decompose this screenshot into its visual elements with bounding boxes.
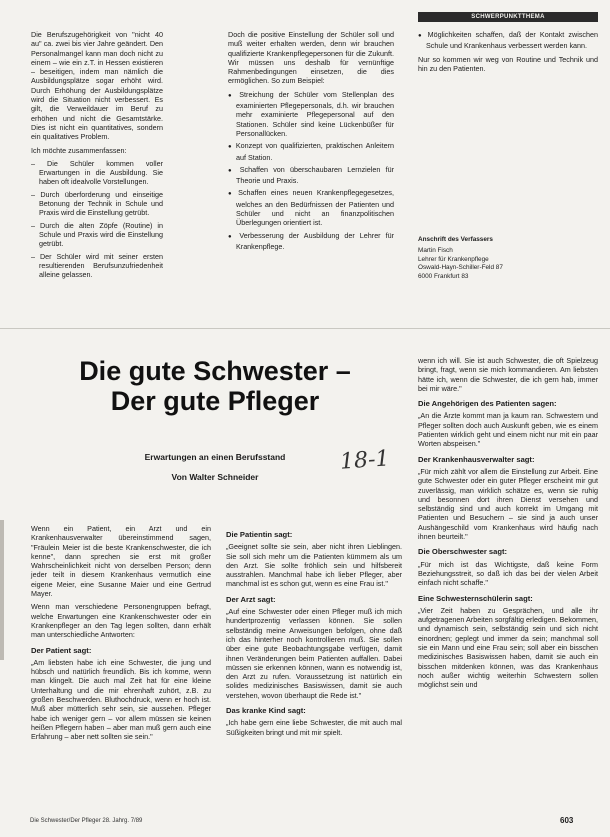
handwritten-note: 18-1 — [339, 446, 391, 475]
quote: „Auf eine Schwester oder einen Pfleger muß ich mich hundertprozentig verlassen können. Sie sollen selbständig meine Anweisungen befolgen, ohne daß ich das hinterher noch kontrollieren muß. Sie sollen über eine gute Beobachtungsgabe verfügen, damit ihnen Veränderungen beim Patienten auffallen. Dabei müssen sie erkennen können, wann es notwendig ist, den Arzt zu rufen. Voraussetzung ist natürlich ein solides medizinisches Basiswissen, damit sie auch verstehen, wovon überhaupt die Rede ist." — [226, 607, 402, 700]
section-tag: SCHWERPUNKTTHEMA — [418, 12, 598, 22]
subheading: Der Arzt sagt: — [226, 594, 276, 604]
subheading: Die Oberschwester sagt: — [418, 547, 508, 557]
quote: „Ich habe gern eine liebe Schwester, die mit auch mal Süßigkeiten bringt und mit mir spielt. — [226, 718, 402, 737]
list-item: – Durch überforderung und einseitige Betonung der Technik in Schule und Praxis wird die Einstellung getrübt. — [31, 190, 163, 218]
list-item: ● Streichung der Schüler vom Stellenplan des examinierten Pflegepersonals, d.h. wir brauchen mehr examinierte Pflegepersonal auf den Stationen. Schüler sind keine Lückenbüßer für Personallücken. — [228, 90, 394, 138]
article-subtitle: Erwartungen an einen Berufsstand — [144, 452, 286, 462]
author-line: Lehrer für Krankenpflege — [418, 255, 489, 263]
binding-edge — [0, 520, 4, 660]
subheading: Die Angehörigen des Patienten sagen: — [418, 399, 557, 409]
page-number: 603 — [560, 816, 574, 825]
quote: „Für mich ist das Wichtigste, daß keine Form Beziehungsstreit, so daß ich das bei der vielen Arbeit einfach nicht schaffe." — [418, 559, 598, 588]
list-item: ● Schaffen von überschaubaren Lernzielen für Theorie und Praxis. — [228, 165, 394, 186]
quote: „Für mich zählt vor allem die Einstellung zur Arbeit. Eine gute Schwester oder ein guter Pfleger erscheint mir gut zuverlässig, man wirklich schätze es, wenn sie ruhig und besonnen dort ihren Dienst versehen und selbständig sind und auch korrekt im Umgang mit Patienten und Besuchern – sie sind ja auch unser Aushängeschild vom Krankenhaus wird häufig nach ihnen beurteilt." — [418, 466, 598, 542]
article-paragraph: Wenn ein Patient, ein Arzt und ein Krankenhausverwalter übereinstimmend sagen, "Fräulein Meier ist die beste Krankenschwester, die ich kenne", dann sprechen sie erst mit großer Wahrscheinlichkeit nicht von derselben Person; denn jeder teilt in diesem Krankenhaus vermutlich eine eigene Meier, eine Susanne Maier und eine Gertrud Mayer. — [31, 524, 211, 599]
list-item: ● Konzept von qualifizierten, praktischen Anleitern auf Station. — [228, 141, 394, 162]
author-line: Martin Fisch — [418, 247, 453, 255]
author-line: Oswald-Hayn-Schiller-Feld 87 — [418, 264, 503, 272]
subheading: Der Krankenhausverwalter sagt: — [418, 454, 535, 464]
list-item: ● Möglichkeiten schaffen, daß der Kontakt zwischen Schule und Krankenhaus verbessert werden kann. — [418, 30, 598, 51]
article-column-2 — [226, 524, 402, 741]
author-line: 6000 Frankfurt 83 — [418, 272, 469, 280]
article-column-3 — [418, 356, 598, 694]
top-col1-paragraph: Die Berufszugehörigkeit von "nicht 40 au" ca. zwei bis vier Jahre geändert. Den Personalmangel kann man doch nicht zu einem – wie ein z.T. in Hessen existieren – beseitigen, indem man nämlich die Ausbildungsplätze sogar erhöht wird. Durch Erhöhung der Ausbildungsplätze wird die Situation nicht verbessert. Es gilt, die Verweildauer im Beruf zu erhöhen und nicht die Gesamtstärke. Dies ist nicht ein quantitatives, sondern ein qualitatives Problem. — [31, 30, 163, 142]
top-col1-intro: Ich möchte zusammenfassen: — [31, 145, 127, 155]
quote: „Vier Zeit haben zu Gesprächen, und alle ihr aufgetragenen Arbeiten sorgfältig erledigen. Bekommen, und dynamisch sein, selbständig sein und sich nicht einordnen; geplegt und immer da sein; manchmal soll sie ein Mann und eine Frau sein; soll aber ein bisschen medizinisches Basiswissen haben, damit sie auch ein bisschen mitdenken können, was das Krankenhaus noch außer wichtig weiterhin Schwestern sollen möglichst sein und — [418, 605, 598, 690]
article-headline — [30, 356, 400, 416]
top-col1-list — [31, 159, 163, 280]
subheading: Die Patientin sagt: — [226, 530, 293, 539]
top-column-2 — [228, 30, 394, 255]
list-item: – Der Schüler wird mit seiner ersten resultierenden Berufsunzufriedenheit alleine gelassen. — [31, 252, 163, 280]
headline-line-1: Die gute Schwester – — [79, 356, 351, 386]
article-column-1 — [31, 524, 211, 746]
top-column-3 — [418, 30, 598, 77]
top-col2-paragraph: Doch die positive Einstellung der Schüler soll und muß weiter erhalten werden, denn wir brauchen qualifizierte Krankenpflegepersonen für die Zukunft. Wir müssen uns deshalb für vernünftige Rahmenbedingungen einsetzen, die dies ermöglichen. So zum Beispiel: — [228, 30, 394, 86]
footer-journal: Die Schwester/Der Pfleger 28. Jahrg. 7/89 — [30, 818, 143, 824]
list-item: – Die Schüler kommen voller Erwartungen in die Ausbildung. Sie haben oft idealvolle Vorstellungen. — [31, 159, 163, 187]
subheading: Der Patient sagt: — [31, 645, 92, 655]
top-col3-list — [418, 30, 598, 51]
top-column-1 — [31, 30, 163, 283]
subheading: Eine Schwesternschülerin sagt: — [418, 593, 533, 603]
author-heading: Anschrift des Verfassers — [418, 236, 493, 243]
quote: „An die Ärzte kommt man ja kaum ran. Schwestern und Pfleger sollten doch auch Auskunft geben, wie es einem Patienten wirklich geht und einem nicht nur mit ein paar Worten abspeisen." — [418, 411, 598, 449]
headline-line-2: Der gute Pfleger — [110, 386, 320, 416]
top-col3-paragraph: Nur so kommen wir weg von Routine und Technik und hin zu den Patienten. — [418, 54, 598, 73]
subheading: Das kranke Kind sagt: — [226, 706, 306, 716]
top-col2-list — [228, 90, 394, 251]
list-item: ● Schaffen eines neuen Krankenpflegegesetzes, welches an den Bedürfnissen der Patienten und Schüler und nicht an finanzpolitischen Überlegungen orientiert ist. — [228, 188, 394, 227]
quote: „Geeignet sollte sie sein, aber nicht ihren Lieblingen. Sie soll sich mehr um die Patienten kümmern als um den Arzt. Sie sollte fröhlich sein und hilfsbereit ausstrahlen. Manchmal habe ich lieber Pfleger, aber manchmal ist es schon gut, wenn es eine Frau ist." — [226, 542, 402, 589]
list-item: ● Verbesserung der Ausbildung der Lehrer für Krankenpflege. — [228, 231, 394, 252]
article-paragraph: Wenn man verschiedene Personengruppen befragt, welche Erwartungen eine Krankenschwester oder ein Krankenpfleger an den Tag legen sollten, dann erhält man unterschiedliche Antworten: — [31, 602, 211, 640]
list-item: – Durch die alten Zöpfe (Routine) in Schule und Praxis wird die Einstellung getrübt. — [31, 221, 163, 249]
article-paragraph: wenn ich will. Sie ist auch Schwester, die oft Spielzeug bringt, fragt, wenn sie mich kommandieren. Am liebsten hätte ich, wenn die Schwester, die ich gern hab, immer bei mir wäre." — [418, 356, 598, 393]
author-address — [418, 236, 598, 281]
quote: „Am liebsten habe ich eine Schwester, die jung und hübsch und natürlich freundlich. Bis ich komme, wenn man klingelt. Die auch mal Zeit hat für eine kleine Unterhaltung und die mir ehrenhaft zuhört, z.B. zu großen Beschwerden. Bluthochdruck, wenn er hoch ist. Muß aber mütterlich sehr sein, sie aussehen. Pfleger habe ich weniger gern – vor allem müssen sie keinen heißen Pflegern haben – aber man muß gern auch eine Erfahrung – aber nett sollten sie sein." — [31, 657, 211, 742]
section-divider — [0, 328, 610, 329]
article-byline: Von Walter Schneider — [171, 472, 259, 482]
